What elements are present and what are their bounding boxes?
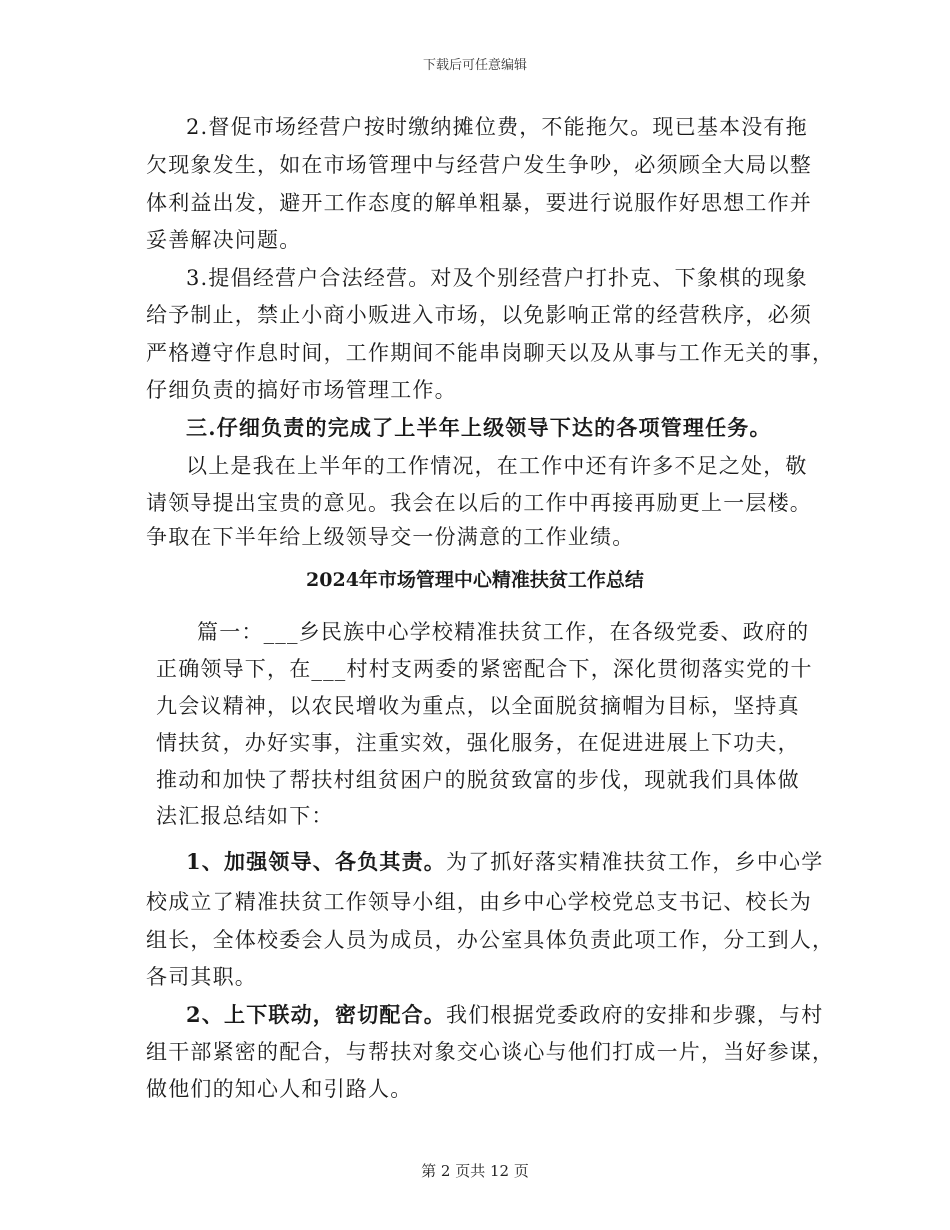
section-text: 我们根据党委政府的安排和步骤，与村	[446, 1003, 824, 1027]
paragraph-line: 法汇报总结如下：	[156, 804, 334, 828]
section-heading: 三.仔细负责的完成了上半年上级领导下达的各项管理任务。	[186, 415, 772, 440]
paragraph-line: 组长，全体校委会人员为成员，办公室具体负责此项工作，分工到人，	[146, 928, 835, 952]
paragraph-line: 校成立了精准扶贫工作领导小组，由乡中心学校党总支书记、校长为	[146, 890, 812, 914]
paragraph-line: 妥善解决问题。	[146, 228, 302, 252]
paragraph-line: 做他们的知心人和引路人。	[146, 1077, 413, 1101]
paragraph-line: 争取在下半年给上级领导交一份满意的工作业绩。	[146, 525, 635, 549]
paragraph-line: 给予制止，禁止小商小贩进入市场，以免影响正常的经营秩序，必须	[146, 303, 812, 327]
page-footer: 第 2 页共 12 页	[421, 1162, 529, 1180]
paragraph-line: 2.督促市场经营户按时缴纳摊位费，不能拖欠。现已基本没有拖	[186, 115, 808, 139]
section-line	[186, 1000, 823, 1030]
paragraph-line: 各司其职。	[146, 965, 257, 989]
paragraph-line: 欠现象发生，如在市场管理中与经营户发生争吵，必须顾全大局以整	[146, 153, 812, 177]
paragraph-line: 组干部紧密的配合，与帮扶对象交心谈心与他们打成一片，当好参谋，	[146, 1040, 835, 1064]
paragraph-line: 仔细负责的搞好市场管理工作。	[146, 378, 457, 402]
section-heading: 1、加强领导、各负其责。	[186, 849, 447, 874]
section-line	[186, 847, 823, 877]
document-title: 2024年市场管理中心精准扶贫工作总结	[306, 569, 644, 591]
paragraph-line: 请领导提出宝贵的意见。我会在以后的工作中再接再励更上一层楼。	[146, 491, 812, 515]
paragraph-line: 严格遵守作息时间，工作期间不能串岗聊天以及从事与工作无关的事，	[146, 341, 835, 365]
paragraph-line: 情扶贫，办好实事，注重实效，强化服务，在促进进展上下功夫，	[156, 731, 800, 755]
paragraph-line: 正确领导下，在___村村支两委的紧密配合下，深化贯彻落实党的十	[156, 657, 813, 681]
page-header: 下载后可任意编辑	[422, 58, 527, 73]
paragraph-line: 九会议精神，以农民增收为重点，以全面脱贫摘帽为目标，坚持真	[156, 694, 800, 718]
paragraph-line: 篇一：___乡民族中心学校精准扶贫工作，在各级党委、政府的	[197, 620, 810, 644]
paragraph-line: 体利益出发，避开工作态度的解单粗暴，要进行说服作好思想工作并	[146, 191, 812, 215]
section-heading: 2、上下联动，密切配合。	[186, 1002, 447, 1027]
section-text: 为了抓好落实精准扶贫工作，乡中心学	[446, 850, 824, 874]
paragraph-line: 推动和加快了帮扶村组贫困户的脱贫致富的步伐，现就我们具体做	[156, 768, 800, 792]
paragraph-line: 以上是我在上半年的工作情况，在工作中还有许多不足之处，敬	[186, 454, 808, 478]
paragraph-line: 3.提倡经营户合法经营。对及个别经营户打扑克、下象棋的现象	[186, 266, 808, 290]
